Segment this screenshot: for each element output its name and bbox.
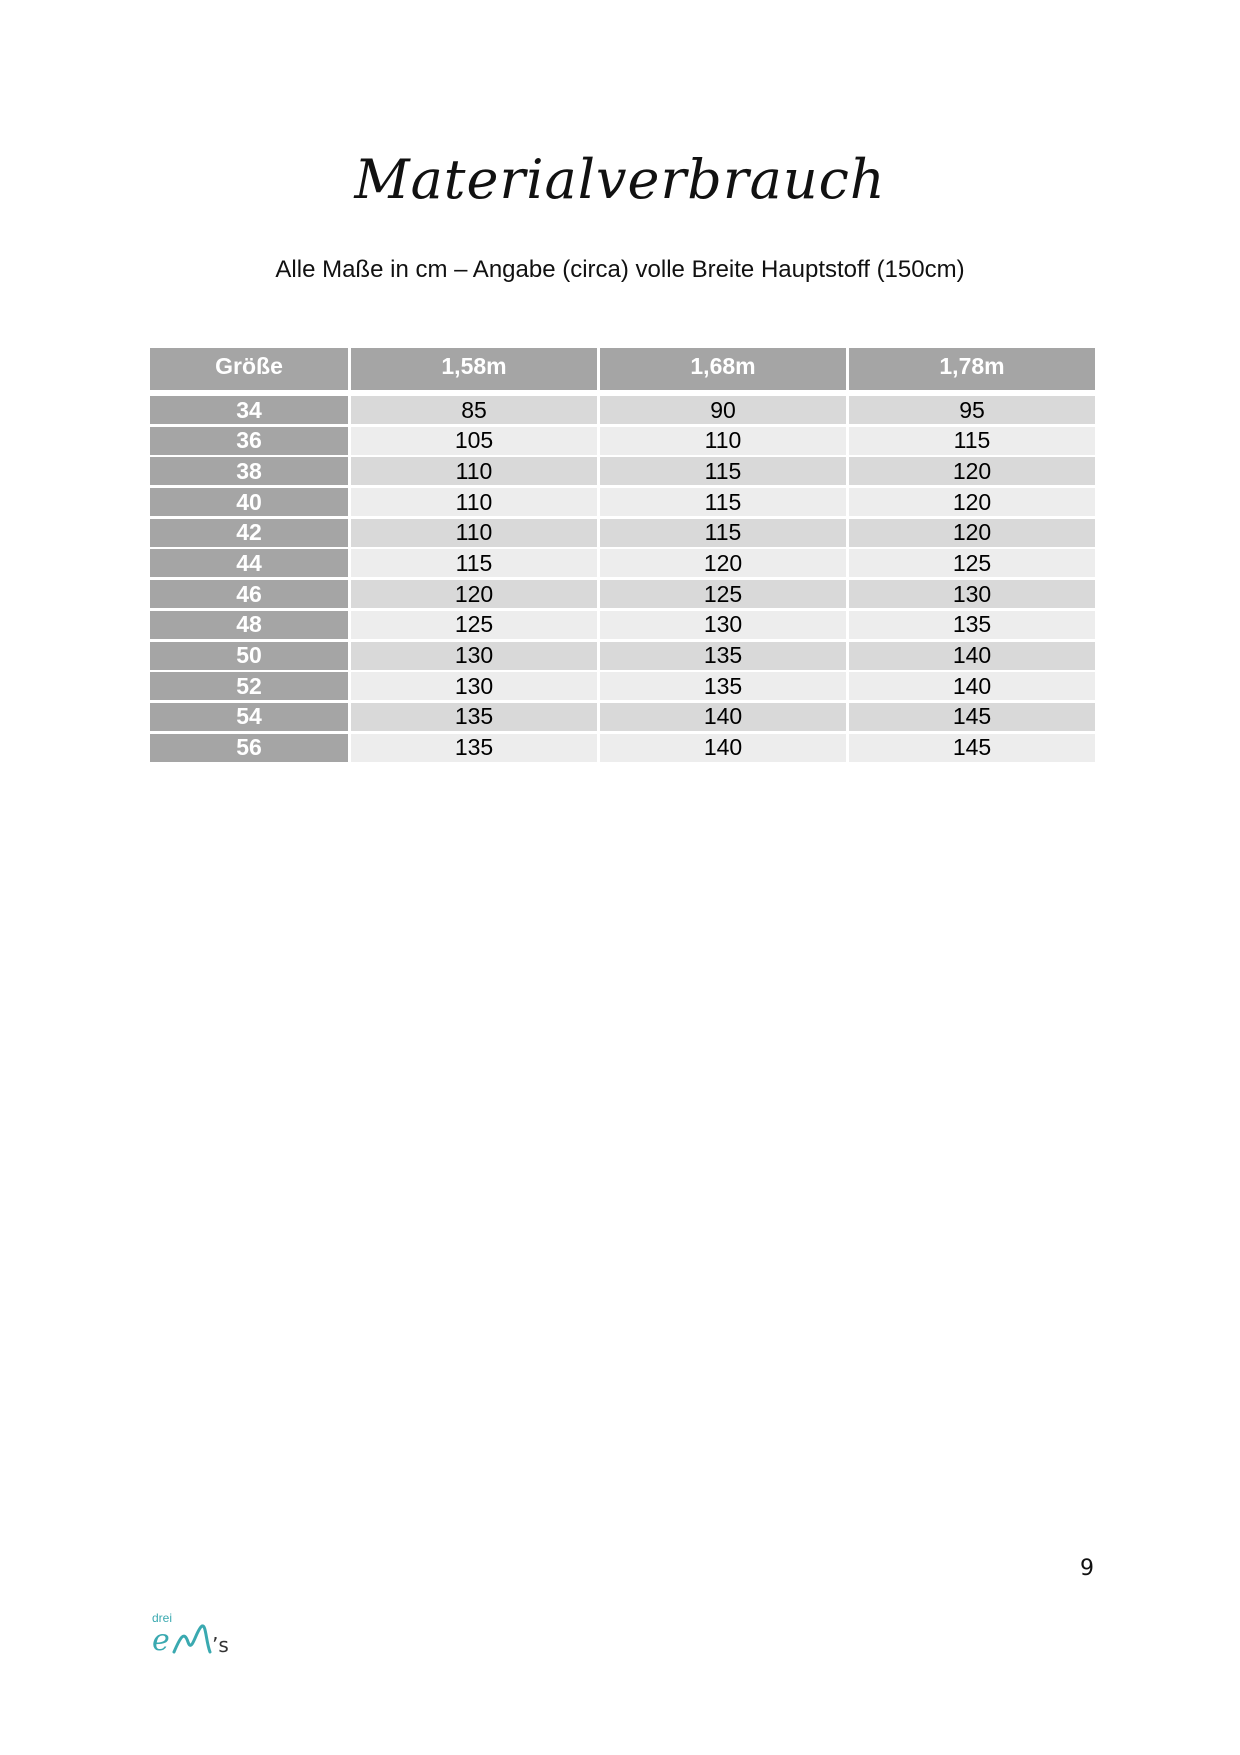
value-cell: 120	[600, 549, 846, 577]
value-cell: 140	[600, 734, 846, 762]
value-cell: 115	[351, 549, 597, 577]
size-cell: 48	[150, 611, 348, 639]
value-cell: 130	[351, 672, 597, 700]
size-cell: 56	[150, 734, 348, 762]
value-cell: 90	[600, 396, 846, 424]
value-cell: 110	[600, 427, 846, 455]
table-row	[150, 611, 1096, 639]
table-row	[150, 734, 1096, 762]
value-cell: 115	[849, 427, 1095, 455]
page-title: Materialverbrauch	[354, 148, 886, 211]
table-row	[150, 457, 1096, 485]
value-cell: 140	[849, 642, 1095, 670]
value-cell: 110	[351, 488, 597, 516]
header-height-168: 1,68m	[600, 348, 846, 390]
table-row	[150, 488, 1096, 516]
table-row	[150, 519, 1096, 547]
size-cell: 44	[150, 549, 348, 577]
value-cell: 145	[849, 734, 1095, 762]
value-cell: 130	[351, 642, 597, 670]
svg-text:e: e	[152, 1623, 170, 1658]
header-size: Größe	[150, 348, 348, 390]
value-cell: 135	[600, 672, 846, 700]
value-cell: 135	[351, 734, 597, 762]
size-cell: 40	[150, 488, 348, 516]
size-cell: 42	[150, 519, 348, 547]
size-cell: 38	[150, 457, 348, 485]
value-cell: 135	[351, 703, 597, 731]
header-height-178: 1,78m	[849, 348, 1095, 390]
value-cell: 130	[849, 580, 1095, 608]
page-number: 9	[1080, 1556, 1094, 1581]
value-cell: 125	[351, 611, 597, 639]
table-row	[150, 427, 1096, 455]
value-cell: 115	[600, 457, 846, 485]
value-cell: 140	[600, 703, 846, 731]
table-row	[150, 396, 1096, 424]
material-table	[150, 348, 1096, 764]
table-body	[150, 396, 1096, 762]
value-cell: 115	[600, 519, 846, 547]
size-cell: 54	[150, 703, 348, 731]
value-cell: 110	[351, 519, 597, 547]
value-cell: 110	[351, 457, 597, 485]
value-cell: 120	[849, 457, 1095, 485]
value-cell: 120	[351, 580, 597, 608]
value-cell: 140	[849, 672, 1095, 700]
value-cell: 125	[600, 580, 846, 608]
brand-logo	[150, 1608, 250, 1668]
size-cell: 46	[150, 580, 348, 608]
value-cell: 135	[849, 611, 1095, 639]
table-row	[150, 580, 1096, 608]
size-cell: 52	[150, 672, 348, 700]
size-cell: 34	[150, 396, 348, 424]
table-row	[150, 549, 1096, 577]
size-cell: 50	[150, 642, 348, 670]
value-cell: 130	[600, 611, 846, 639]
size-cell: 36	[150, 427, 348, 455]
value-cell: 115	[600, 488, 846, 516]
value-cell: 105	[351, 427, 597, 455]
value-cell: 145	[849, 703, 1095, 731]
value-cell: 85	[351, 396, 597, 424]
svg-text:drei: drei	[152, 1611, 173, 1625]
value-cell: 95	[849, 396, 1095, 424]
table-header	[150, 348, 1096, 390]
value-cell: 120	[849, 488, 1095, 516]
value-cell: 135	[600, 642, 846, 670]
value-cell: 120	[849, 519, 1095, 547]
value-cell: 125	[849, 549, 1095, 577]
table-row	[150, 642, 1096, 670]
header-height-158: 1,58m	[351, 348, 597, 390]
subtitle: Alle Maße in cm – Angabe (circa) volle Breite Hauptstoff (150cm)	[275, 256, 965, 283]
table-row	[150, 672, 1096, 700]
svg-text:’s: ’s	[212, 1633, 229, 1657]
table-row	[150, 703, 1096, 731]
